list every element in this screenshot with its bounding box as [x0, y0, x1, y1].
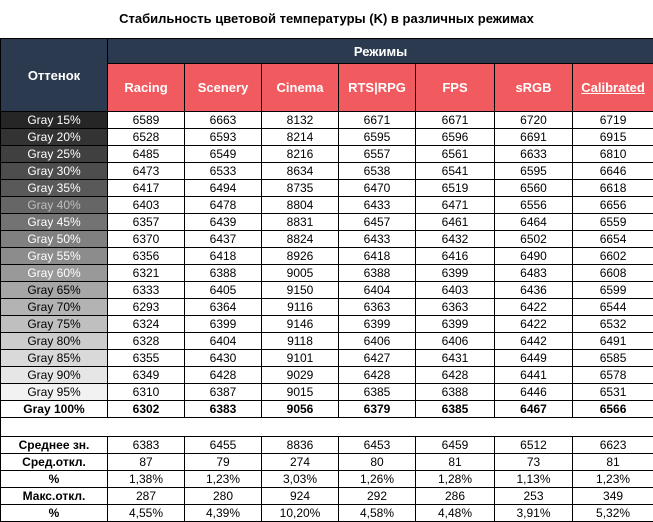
value-cell: 9116 — [262, 299, 339, 316]
mode-header-scenery: Scenery — [185, 64, 262, 112]
value-cell: 6293 — [108, 299, 185, 316]
value-cell: 6388 — [416, 384, 495, 401]
value-cell: 6404 — [185, 333, 262, 350]
stat-value-cell: 1,28% — [416, 471, 495, 488]
stat-value-cell: 1,23% — [185, 471, 262, 488]
shade-label-cell: Gray 70% — [1, 299, 108, 316]
value-cell: 8214 — [262, 129, 339, 146]
value-cell: 6578 — [573, 367, 653, 384]
value-cell: 6656 — [573, 197, 653, 214]
shade-label-cell: Gray 30% — [1, 163, 108, 180]
value-cell: 8735 — [262, 180, 339, 197]
stat-label-cell: Сред.откл. — [1, 454, 108, 471]
value-cell: 6538 — [339, 163, 416, 180]
stat-value-cell: 10,20% — [262, 505, 339, 522]
value-cell: 6915 — [573, 129, 653, 146]
stat-value-cell: 6459 — [416, 437, 495, 454]
value-cell: 6557 — [339, 146, 416, 163]
shade-label-cell: Gray 95% — [1, 384, 108, 401]
value-cell: 6364 — [185, 299, 262, 316]
stat-value-cell: 287 — [108, 488, 185, 505]
shade-label-cell: Gray 15% — [1, 112, 108, 129]
shade-label-cell: Gray 100% — [1, 401, 108, 418]
stat-value-cell: 73 — [495, 454, 573, 471]
table-row — [1, 112, 653, 129]
value-cell: 6810 — [573, 146, 653, 163]
value-cell: 6437 — [185, 231, 262, 248]
stat-value-cell: 349 — [573, 488, 653, 505]
value-cell: 6357 — [108, 214, 185, 231]
value-cell: 6428 — [416, 367, 495, 384]
value-cell: 6399 — [339, 316, 416, 333]
value-cell: 6595 — [495, 163, 573, 180]
value-cell: 6363 — [416, 299, 495, 316]
value-cell: 6467 — [495, 401, 573, 418]
value-cell: 9150 — [262, 282, 339, 299]
shade-label-cell: Gray 50% — [1, 231, 108, 248]
value-cell: 6464 — [495, 214, 573, 231]
stat-value-cell: 292 — [339, 488, 416, 505]
value-cell: 6302 — [108, 401, 185, 418]
value-cell: 6403 — [108, 197, 185, 214]
stat-label-cell: Среднее зн. — [1, 437, 108, 454]
value-cell: 9118 — [262, 333, 339, 350]
table-row — [1, 197, 653, 214]
stat-value-cell: 3,91% — [495, 505, 573, 522]
value-cell: 6416 — [416, 248, 495, 265]
stat-value-cell: 1,26% — [339, 471, 416, 488]
value-cell: 6321 — [108, 265, 185, 282]
value-cell: 6399 — [416, 265, 495, 282]
table-row — [1, 231, 653, 248]
mode-header-srgb: sRGB — [495, 64, 573, 112]
value-cell: 6387 — [185, 384, 262, 401]
value-cell: 6602 — [573, 248, 653, 265]
shade-label-cell: Gray 80% — [1, 333, 108, 350]
table-row — [1, 129, 653, 146]
stat-value-cell: 6455 — [185, 437, 262, 454]
value-cell: 6422 — [495, 316, 573, 333]
value-cell: 6544 — [573, 299, 653, 316]
value-cell: 8216 — [262, 146, 339, 163]
value-cell: 6403 — [416, 282, 495, 299]
stat-value-cell: 4,58% — [339, 505, 416, 522]
stats-row — [1, 471, 653, 488]
value-cell: 9029 — [262, 367, 339, 384]
stat-label-cell: Макс.откл. — [1, 488, 108, 505]
value-cell: 6428 — [185, 367, 262, 384]
stat-value-cell: 1,13% — [495, 471, 573, 488]
shade-label-cell: Gray 35% — [1, 180, 108, 197]
stat-value-cell: 286 — [416, 488, 495, 505]
value-cell: 6349 — [108, 367, 185, 384]
value-cell: 6355 — [108, 350, 185, 367]
value-cell: 6533 — [185, 163, 262, 180]
value-cell: 6593 — [185, 129, 262, 146]
value-cell: 6541 — [416, 163, 495, 180]
value-cell: 6379 — [339, 401, 416, 418]
gray-rows — [1, 112, 653, 418]
value-cell: 8804 — [262, 197, 339, 214]
spacer-cell — [1, 418, 653, 437]
value-cell: 9101 — [262, 350, 339, 367]
stat-value-cell: 4,48% — [416, 505, 495, 522]
value-cell: 8634 — [262, 163, 339, 180]
value-cell: 6430 — [185, 350, 262, 367]
stats-row — [1, 505, 653, 522]
stat-value-cell: 4,55% — [108, 505, 185, 522]
value-cell: 6618 — [573, 180, 653, 197]
value-cell: 6356 — [108, 248, 185, 265]
stats-row — [1, 437, 653, 454]
stat-value-cell: 81 — [416, 454, 495, 471]
value-cell: 6494 — [185, 180, 262, 197]
table-row — [1, 214, 653, 231]
value-cell: 6363 — [339, 299, 416, 316]
value-cell: 6388 — [185, 265, 262, 282]
stat-value-cell: 6623 — [573, 437, 653, 454]
value-cell: 6671 — [339, 112, 416, 129]
value-cell: 6719 — [573, 112, 653, 129]
table-row — [1, 282, 653, 299]
value-cell: 6422 — [495, 299, 573, 316]
value-cell: 6720 — [495, 112, 573, 129]
table-row — [1, 333, 653, 350]
table-row — [1, 401, 653, 418]
shade-label-cell: Gray 45% — [1, 214, 108, 231]
value-cell: 6432 — [416, 231, 495, 248]
value-cell: 6471 — [416, 197, 495, 214]
value-cell: 6370 — [108, 231, 185, 248]
stat-value-cell: 80 — [339, 454, 416, 471]
stats-row — [1, 488, 653, 505]
value-cell: 6599 — [573, 282, 653, 299]
shade-label-cell: Gray 65% — [1, 282, 108, 299]
value-cell: 8926 — [262, 248, 339, 265]
value-cell: 6446 — [495, 384, 573, 401]
color-temperature-table — [0, 38, 653, 522]
value-cell: 6556 — [495, 197, 573, 214]
table-row — [1, 146, 653, 163]
value-cell: 6528 — [108, 129, 185, 146]
value-cell: 6561 — [416, 146, 495, 163]
value-cell: 6406 — [416, 333, 495, 350]
value-cell: 6549 — [185, 146, 262, 163]
shade-label-cell: Gray 90% — [1, 367, 108, 384]
value-cell: 6388 — [339, 265, 416, 282]
value-cell: 6654 — [573, 231, 653, 248]
mode-header-calibrated: Calibrated — [573, 64, 653, 112]
shade-label-cell: Gray 85% — [1, 350, 108, 367]
table-row — [1, 316, 653, 333]
table-row — [1, 384, 653, 401]
value-cell: 6483 — [495, 265, 573, 282]
value-cell: 8132 — [262, 112, 339, 129]
shade-label-cell: Gray 40% — [1, 197, 108, 214]
value-cell: 6461 — [416, 214, 495, 231]
value-cell: 6691 — [495, 129, 573, 146]
value-cell: 6560 — [495, 180, 573, 197]
value-cell: 6595 — [339, 129, 416, 146]
value-cell: 6404 — [339, 282, 416, 299]
value-cell: 6559 — [573, 214, 653, 231]
value-cell: 6519 — [416, 180, 495, 197]
value-cell: 6585 — [573, 350, 653, 367]
table-row — [1, 350, 653, 367]
mode-header-cinema: Cinema — [262, 64, 339, 112]
value-cell: 6436 — [495, 282, 573, 299]
value-cell: 6646 — [573, 163, 653, 180]
value-cell: 6589 — [108, 112, 185, 129]
mode-header-fps: FPS — [416, 64, 495, 112]
value-cell: 6485 — [108, 146, 185, 163]
stat-value-cell: 87 — [108, 454, 185, 471]
value-cell: 6608 — [573, 265, 653, 282]
stat-value-cell: 924 — [262, 488, 339, 505]
stat-value-cell: 6453 — [339, 437, 416, 454]
value-cell: 6449 — [495, 350, 573, 367]
value-cell: 6490 — [495, 248, 573, 265]
stat-value-cell: 3,03% — [262, 471, 339, 488]
value-cell: 6385 — [339, 384, 416, 401]
stat-value-cell: 5,32% — [573, 505, 653, 522]
value-cell: 6439 — [185, 214, 262, 231]
stat-value-cell: 4,39% — [185, 505, 262, 522]
value-cell: 8824 — [262, 231, 339, 248]
value-cell: 6457 — [339, 214, 416, 231]
shade-label-cell: Gray 20% — [1, 129, 108, 146]
stat-value-cell: 274 — [262, 454, 339, 471]
stat-value-cell: 81 — [573, 454, 653, 471]
stat-value-cell: 253 — [495, 488, 573, 505]
value-cell: 6431 — [416, 350, 495, 367]
value-cell: 6428 — [339, 367, 416, 384]
table-row — [1, 299, 653, 316]
table-row — [1, 180, 653, 197]
value-cell: 6478 — [185, 197, 262, 214]
value-cell: 6433 — [339, 197, 416, 214]
value-cell: 6433 — [339, 231, 416, 248]
value-cell: 6418 — [339, 248, 416, 265]
value-cell: 6441 — [495, 367, 573, 384]
value-cell: 6502 — [495, 231, 573, 248]
value-cell: 6531 — [573, 384, 653, 401]
value-cell: 6385 — [416, 401, 495, 418]
value-cell: 6671 — [416, 112, 495, 129]
stat-value-cell: 1,38% — [108, 471, 185, 488]
stats-row — [1, 454, 653, 471]
table-row — [1, 367, 653, 384]
shade-label-cell: Gray 60% — [1, 265, 108, 282]
value-cell: 6491 — [573, 333, 653, 350]
mode-header-rts-rpg: RTS|RPG — [339, 64, 416, 112]
value-cell: 9056 — [262, 401, 339, 418]
value-cell: 6532 — [573, 316, 653, 333]
table-row — [1, 248, 653, 265]
stat-value-cell: 8836 — [262, 437, 339, 454]
value-cell: 9015 — [262, 384, 339, 401]
value-cell: 6324 — [108, 316, 185, 333]
table-row — [1, 265, 653, 282]
value-cell: 6333 — [108, 282, 185, 299]
value-cell: 6663 — [185, 112, 262, 129]
value-cell: 6427 — [339, 350, 416, 367]
value-cell: 6566 — [573, 401, 653, 418]
stat-value-cell: 79 — [185, 454, 262, 471]
mode-header-racing: Racing — [108, 64, 185, 112]
shade-label-cell: Gray 75% — [1, 316, 108, 333]
stats-rows — [1, 437, 653, 522]
shade-label-cell: Gray 25% — [1, 146, 108, 163]
value-cell: 8831 — [262, 214, 339, 231]
stat-label-cell: % — [1, 505, 108, 522]
value-cell: 6473 — [108, 163, 185, 180]
value-cell: 6399 — [416, 316, 495, 333]
stat-value-cell: 1,23% — [573, 471, 653, 488]
value-cell: 6417 — [108, 180, 185, 197]
modes-group-header: Режимы — [108, 39, 653, 64]
value-cell: 6406 — [339, 333, 416, 350]
stat-label-cell: % — [1, 471, 108, 488]
value-cell: 6399 — [185, 316, 262, 333]
value-cell: 6383 — [185, 401, 262, 418]
shade-column-header: Оттенок — [1, 39, 108, 112]
value-cell: 6596 — [416, 129, 495, 146]
value-cell: 9005 — [262, 265, 339, 282]
stat-value-cell: 6512 — [495, 437, 573, 454]
stat-value-cell: 6383 — [108, 437, 185, 454]
value-cell: 6405 — [185, 282, 262, 299]
stat-value-cell: 280 — [185, 488, 262, 505]
value-cell: 6470 — [339, 180, 416, 197]
table-title: Стабильность цветовой температуры (K) в различных режимах — [0, 0, 653, 38]
value-cell: 6418 — [185, 248, 262, 265]
value-cell: 6633 — [495, 146, 573, 163]
spacer-section — [1, 418, 653, 437]
table-row — [1, 163, 653, 180]
value-cell: 6328 — [108, 333, 185, 350]
value-cell: 9146 — [262, 316, 339, 333]
value-cell: 6442 — [495, 333, 573, 350]
shade-label-cell: Gray 55% — [1, 248, 108, 265]
value-cell: 6310 — [108, 384, 185, 401]
